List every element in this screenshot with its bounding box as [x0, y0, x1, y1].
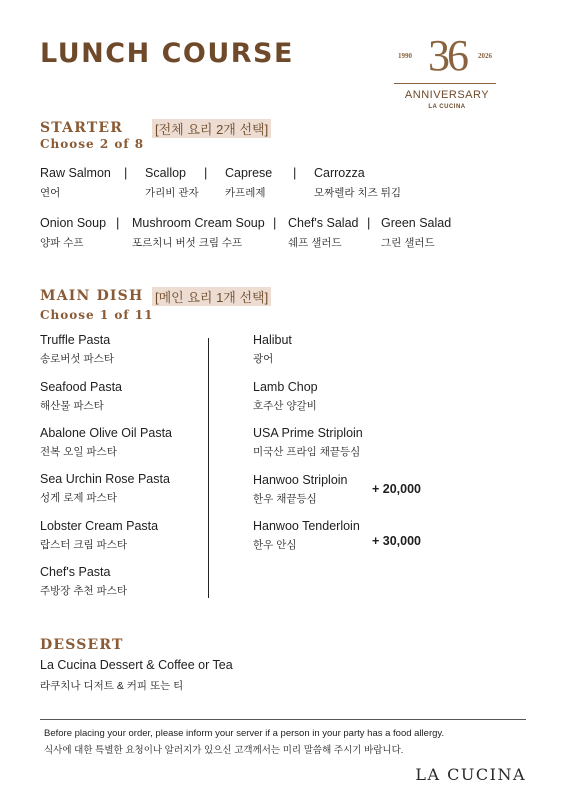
menu-item-name: USA Prime Striploin	[253, 426, 363, 440]
badge-year-start: 1990	[398, 52, 412, 60]
menu-item-name: Scallop	[145, 166, 186, 180]
menu-item-name: Carrozza	[314, 166, 365, 180]
starter-heading: STARTER	[40, 120, 124, 136]
menu-item-korean: 포르치니 버섯 크림 수프	[132, 237, 243, 249]
menu-item-name: Hanwoo Striploin	[253, 473, 348, 487]
menu-item-name: Caprese	[225, 166, 273, 180]
menu-item-name: Mushroom Cream Soup	[132, 216, 265, 230]
brand-logo: LA CUCINA	[415, 765, 526, 784]
badge-brand: LA CUCINA	[428, 104, 466, 110]
separator: |	[116, 215, 120, 230]
surcharge-price: + 30,000	[372, 534, 422, 548]
page-title: LUNCH COURSE	[40, 38, 294, 69]
menu-item-korean: 한우 안심	[253, 539, 297, 551]
main-dish-heading: MAIN DISH	[40, 288, 144, 304]
column-divider	[208, 338, 209, 598]
menu-item-korean: 양파 수프	[40, 237, 84, 249]
menu-item-korean: 주방장 추천 파스타	[40, 585, 127, 597]
menu-item-name: Sea Urchin Rose Pasta	[40, 472, 170, 486]
menu-item-korean: 카프레제	[225, 187, 266, 199]
separator: |	[367, 215, 371, 230]
menu-item-name: Lobster Cream Pasta	[40, 519, 159, 533]
allergy-note-english: Before placing your order, please inform your server if a person in your party has a food allergy.	[44, 728, 445, 739]
starter-choose: Choose 2 of 8	[40, 137, 145, 151]
menu-item-name: Hanwoo Tenderloin	[253, 519, 360, 533]
badge-divider	[394, 83, 496, 84]
anniversary-badge	[392, 31, 502, 116]
footer-divider	[40, 719, 526, 720]
menu-item-name: Chef's Pasta	[40, 565, 111, 579]
menu-item-name: Truffle Pasta	[40, 333, 111, 347]
menu-item-name: Halibut	[253, 333, 292, 347]
menu-item-korean: 연어	[40, 187, 61, 199]
menu-item-name: La Cucina Dessert & Coffee or Tea	[40, 658, 233, 672]
menu-item-name: Green Salad	[381, 216, 452, 230]
separator: |	[124, 165, 128, 180]
menu-item-korean: 랍스터 크림 파스타	[40, 539, 127, 551]
menu-item-korean: 호주산 양갈비	[253, 400, 317, 412]
dessert-heading: DESSERT	[40, 637, 124, 653]
starter-tag: [전체 요리 2개 선택]	[152, 119, 271, 138]
separator: |	[273, 215, 277, 230]
badge-year-end: 2026	[478, 52, 492, 60]
separator: |	[293, 165, 297, 180]
menu-item-name: Abalone Olive Oil Pasta	[40, 426, 173, 440]
menu-item-name: Seafood Pasta	[40, 380, 123, 394]
badge-label: ANNIVERSARY	[404, 89, 490, 101]
menu-item-korean: 광어	[253, 353, 274, 365]
menu-item-korean: 가리비 관자	[145, 187, 199, 199]
menu-item-korean: 송로버섯 파스타	[40, 353, 114, 365]
surcharge-price: + 20,000	[372, 482, 422, 496]
menu-item-korean: 모짜렐라 치즈 튀김	[314, 187, 401, 199]
main-dish-choose: Choose 1 of 11	[40, 308, 154, 322]
main-dish-tag: [메인 요리 1개 선택]	[152, 287, 271, 306]
allergy-note-korean: 식사에 대한 특별한 요청이나 알러지가 있으신 고객께서는 미리 말씀해 주시기 바랍니다.	[44, 745, 404, 756]
menu-item-name: Raw Salmon	[40, 166, 111, 180]
menu-item-korean: 라쿠치나 디저트 & 커피 또는 티	[40, 680, 184, 692]
menu-item-name: Lamb Chop	[253, 380, 318, 394]
separator: |	[204, 165, 208, 180]
menu-item-korean: 미국산 프라임 채끝등심	[253, 446, 361, 458]
menu-item-korean: 해산물 파스타	[40, 400, 104, 412]
menu-item-korean: 전복 오일 파스타	[40, 446, 117, 458]
menu-item-name: Chef's Salad	[288, 216, 359, 230]
badge-number: 36	[428, 31, 466, 80]
menu-item-name: Onion Soup	[40, 216, 107, 230]
menu-item-korean: 그린 샐러드	[381, 237, 435, 249]
menu-item-korean: 쉐프 샐러드	[288, 237, 342, 249]
menu-item-korean: 성게 로제 파스타	[40, 492, 117, 504]
menu-item-korean: 한우 채끝등심	[253, 493, 317, 505]
